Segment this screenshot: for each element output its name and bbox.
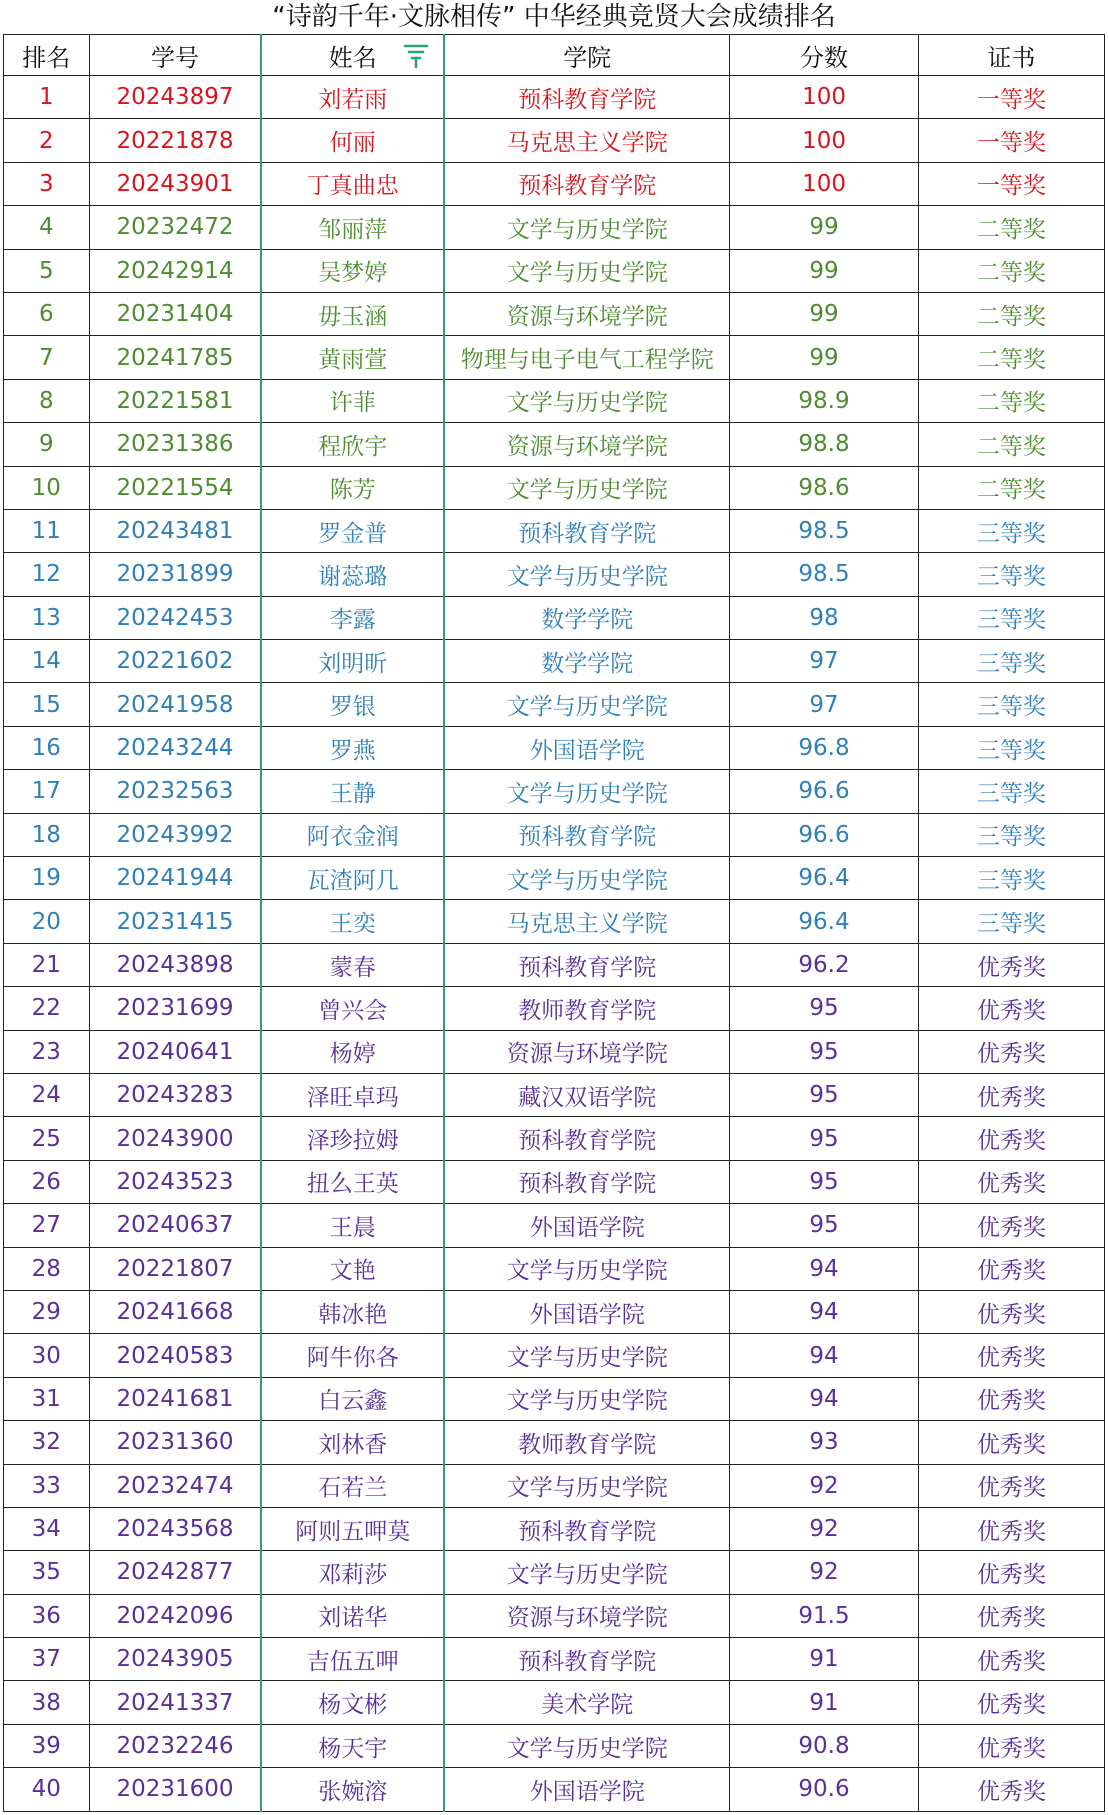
cell-award[interactable]: 优秀奖: [918, 987, 1104, 1030]
cell-student-id[interactable]: 20232246: [89, 1724, 261, 1767]
cell-award[interactable]: 三等奖: [918, 900, 1104, 943]
cell-award[interactable]: 二等奖: [918, 423, 1104, 466]
cell-award[interactable]: 优秀奖: [918, 1377, 1104, 1420]
cell-score[interactable]: 91: [730, 1638, 919, 1681]
cell-rank[interactable]: 12: [4, 553, 90, 596]
cell-rank[interactable]: 24: [4, 1073, 90, 1116]
cell-rank[interactable]: 16: [4, 726, 90, 769]
cell-name[interactable]: 阿衣金润: [261, 813, 444, 856]
cell-name[interactable]: 罗金普: [261, 509, 444, 552]
table-row: [4, 119, 1105, 162]
cell-rank[interactable]: 36: [4, 1594, 90, 1637]
cell-college[interactable]: 文学与历史学院: [444, 553, 730, 596]
cell-student-id[interactable]: 20231899: [89, 553, 261, 596]
cell-name[interactable]: 蒙春: [261, 943, 444, 986]
cell-name[interactable]: 王奕: [261, 900, 444, 943]
cell-rank[interactable]: 17: [4, 770, 90, 813]
cell-award[interactable]: 优秀奖: [918, 1160, 1104, 1203]
cell-college[interactable]: 文学与历史学院: [444, 1247, 730, 1290]
table-body: [4, 76, 1105, 1812]
cell-score[interactable]: 98.9: [730, 379, 919, 422]
table-row: [4, 1377, 1105, 1420]
cell-score[interactable]: 94: [730, 1290, 919, 1333]
cell-name[interactable]: 瓦渣阿几: [261, 857, 444, 900]
cell-rank[interactable]: 13: [4, 596, 90, 639]
cell-score[interactable]: 100: [730, 162, 919, 205]
cell-score[interactable]: 98.6: [730, 466, 919, 509]
cell-student-id[interactable]: 20243898: [89, 943, 261, 986]
cell-college[interactable]: 文学与历史学院: [444, 1724, 730, 1767]
cell-college[interactable]: 预科教育学院: [444, 1160, 730, 1203]
cell-college[interactable]: 外国语学院: [444, 1768, 730, 1811]
table-row: [4, 162, 1105, 205]
cell-name[interactable]: 刘明昕: [261, 640, 444, 683]
cell-award[interactable]: 优秀奖: [918, 1117, 1104, 1160]
cell-name[interactable]: 白云鑫: [261, 1377, 444, 1420]
table-row: [4, 943, 1105, 986]
cell-rank[interactable]: 3: [4, 162, 90, 205]
cell-college[interactable]: 外国语学院: [444, 1204, 730, 1247]
cell-student-id[interactable]: 20242096: [89, 1594, 261, 1637]
cell-score[interactable]: 95: [730, 1117, 919, 1160]
cell-score[interactable]: 96.6: [730, 813, 919, 856]
cell-name[interactable]: 邹丽萍: [261, 206, 444, 249]
cell-rank[interactable]: 4: [4, 206, 90, 249]
cell-student-id[interactable]: 20221807: [89, 1247, 261, 1290]
cell-student-id[interactable]: 20242453: [89, 596, 261, 639]
cell-score[interactable]: 94: [730, 1247, 919, 1290]
cell-award[interactable]: 优秀奖: [918, 1247, 1104, 1290]
cell-score[interactable]: 90.8: [730, 1724, 919, 1767]
cell-student-id[interactable]: 20231360: [89, 1421, 261, 1464]
cell-college[interactable]: 预科教育学院: [444, 813, 730, 856]
cell-rank[interactable]: 5: [4, 249, 90, 292]
cell-name[interactable]: 韩冰艳: [261, 1290, 444, 1333]
cell-name[interactable]: 石若兰: [261, 1464, 444, 1507]
cell-college[interactable]: 文学与历史学院: [444, 1377, 730, 1420]
cell-student-id[interactable]: 20231415: [89, 900, 261, 943]
cell-rank[interactable]: 38: [4, 1681, 90, 1724]
cell-award[interactable]: 二等奖: [918, 466, 1104, 509]
filter-icon[interactable]: [403, 43, 429, 69]
cell-college[interactable]: 文学与历史学院: [444, 206, 730, 249]
cell-name[interactable]: 邓莉莎: [261, 1551, 444, 1594]
cell-student-id[interactable]: 20221554: [89, 466, 261, 509]
cell-score[interactable]: 96.2: [730, 943, 919, 986]
header-rank[interactable]: 排名: [4, 35, 90, 76]
cell-college[interactable]: 文学与历史学院: [444, 770, 730, 813]
cell-rank[interactable]: 14: [4, 640, 90, 683]
cell-rank[interactable]: 26: [4, 1160, 90, 1203]
cell-college[interactable]: 预科教育学院: [444, 509, 730, 552]
table-row: [4, 1073, 1105, 1116]
cell-award[interactable]: 优秀奖: [918, 1768, 1104, 1811]
cell-award[interactable]: 优秀奖: [918, 1290, 1104, 1333]
cell-name[interactable]: 王静: [261, 770, 444, 813]
cell-name[interactable]: 刘若雨: [261, 76, 444, 119]
table-row: [4, 1204, 1105, 1247]
cell-award[interactable]: 三等奖: [918, 640, 1104, 683]
cell-score[interactable]: 98.5: [730, 509, 919, 552]
cell-college[interactable]: 预科教育学院: [444, 1117, 730, 1160]
table-row: [4, 336, 1105, 379]
cell-score[interactable]: 95: [730, 1073, 919, 1116]
cell-student-id[interactable]: 20243523: [89, 1160, 261, 1203]
cell-rank[interactable]: 18: [4, 813, 90, 856]
cell-student-id[interactable]: 20240641: [89, 1030, 261, 1073]
cell-college[interactable]: 预科教育学院: [444, 1507, 730, 1550]
results-table: [3, 34, 1105, 1812]
cell-college[interactable]: 藏汉双语学院: [444, 1073, 730, 1116]
cell-student-id[interactable]: 20231404: [89, 292, 261, 335]
cell-college[interactable]: 文学与历史学院: [444, 249, 730, 292]
cell-score[interactable]: 97: [730, 640, 919, 683]
cell-rank[interactable]: 35: [4, 1551, 90, 1594]
cell-college[interactable]: 文学与历史学院: [444, 1334, 730, 1377]
cell-rank[interactable]: 11: [4, 509, 90, 552]
header-row: [4, 35, 1105, 76]
cell-score[interactable]: 95: [730, 987, 919, 1030]
cell-score[interactable]: 92: [730, 1507, 919, 1550]
cell-award[interactable]: 优秀奖: [918, 1421, 1104, 1464]
cell-rank[interactable]: 33: [4, 1464, 90, 1507]
cell-award[interactable]: 优秀奖: [918, 1551, 1104, 1594]
cell-score[interactable]: 99: [730, 249, 919, 292]
cell-student-id[interactable]: 20243901: [89, 162, 261, 205]
cell-name[interactable]: 吉伍五呷: [261, 1638, 444, 1681]
cell-rank[interactable]: 31: [4, 1377, 90, 1420]
cell-name[interactable]: 罗银: [261, 683, 444, 726]
cell-award[interactable]: 一等奖: [918, 119, 1104, 162]
cell-score[interactable]: 96.8: [730, 726, 919, 769]
cell-student-id[interactable]: 20231699: [89, 987, 261, 1030]
cell-student-id[interactable]: 20241337: [89, 1681, 261, 1724]
cell-student-id[interactable]: 20243481: [89, 509, 261, 552]
cell-name[interactable]: 刘林香: [261, 1421, 444, 1464]
cell-name[interactable]: 吴梦婷: [261, 249, 444, 292]
cell-name[interactable]: 杨天宇: [261, 1724, 444, 1767]
cell-student-id[interactable]: 20221581: [89, 379, 261, 422]
table-row: [4, 726, 1105, 769]
cell-college[interactable]: 资源与环境学院: [444, 292, 730, 335]
cell-college[interactable]: 外国语学院: [444, 1290, 730, 1333]
cell-rank[interactable]: 27: [4, 1204, 90, 1247]
cell-rank[interactable]: 34: [4, 1507, 90, 1550]
cell-student-id[interactable]: 20231386: [89, 423, 261, 466]
cell-student-id[interactable]: 20242877: [89, 1551, 261, 1594]
cell-score[interactable]: 90.6: [730, 1768, 919, 1811]
table-row: [4, 596, 1105, 639]
table-row: [4, 466, 1105, 509]
cell-rank[interactable]: 23: [4, 1030, 90, 1073]
cell-student-id[interactable]: 20232472: [89, 206, 261, 249]
table-row: [4, 770, 1105, 813]
cell-name[interactable]: 阿牛你各: [261, 1334, 444, 1377]
cell-award[interactable]: 优秀奖: [918, 1507, 1104, 1550]
cell-rank[interactable]: 28: [4, 1247, 90, 1290]
cell-award[interactable]: 优秀奖: [918, 1334, 1104, 1377]
cell-student-id[interactable]: 20243897: [89, 76, 261, 119]
cell-rank[interactable]: 32: [4, 1421, 90, 1464]
cell-college[interactable]: 资源与环境学院: [444, 1030, 730, 1073]
cell-name[interactable]: 张婉溶: [261, 1768, 444, 1811]
table-row: [4, 76, 1105, 119]
cell-rank[interactable]: 9: [4, 423, 90, 466]
header-award[interactable]: 证书: [918, 35, 1104, 76]
cell-name[interactable]: 泽珍拉姆: [261, 1117, 444, 1160]
sheet-title: “诗韵千年·文脉相传” 中华经典竞贤大会成绩排名: [272, 2, 836, 32]
cell-name[interactable]: 杨婷: [261, 1030, 444, 1073]
cell-score[interactable]: 95: [730, 1160, 919, 1203]
table-row: [4, 1681, 1105, 1724]
cell-student-id[interactable]: 20240637: [89, 1204, 261, 1247]
cell-student-id[interactable]: 20232563: [89, 770, 261, 813]
cell-name[interactable]: 谢蕊璐: [261, 553, 444, 596]
cell-student-id[interactable]: 20242914: [89, 249, 261, 292]
cell-college[interactable]: 外国语学院: [444, 726, 730, 769]
table-row: [4, 1551, 1105, 1594]
table-row: [4, 640, 1105, 683]
cell-score[interactable]: 96.6: [730, 770, 919, 813]
table-row: [4, 206, 1105, 249]
table-row: [4, 423, 1105, 466]
table-row: [4, 1290, 1105, 1333]
cell-student-id[interactable]: 20243905: [89, 1638, 261, 1681]
cell-score[interactable]: 99: [730, 336, 919, 379]
cell-award[interactable]: 优秀奖: [918, 1464, 1104, 1507]
cell-student-id[interactable]: 20221602: [89, 640, 261, 683]
cell-college[interactable]: 资源与环境学院: [444, 1594, 730, 1637]
cell-college[interactable]: 教师教育学院: [444, 987, 730, 1030]
cell-name[interactable]: 程欣宇: [261, 423, 444, 466]
table-row: [4, 1117, 1105, 1160]
cell-award[interactable]: 优秀奖: [918, 1681, 1104, 1724]
cell-score[interactable]: 92: [730, 1464, 919, 1507]
cell-award[interactable]: 一等奖: [918, 162, 1104, 205]
table-row: [4, 987, 1105, 1030]
cell-college[interactable]: 预科教育学院: [444, 162, 730, 205]
cell-award[interactable]: 优秀奖: [918, 1073, 1104, 1116]
cell-name[interactable]: 何丽: [261, 119, 444, 162]
header-name[interactable]: [261, 35, 444, 76]
cell-award[interactable]: 三等奖: [918, 596, 1104, 639]
table-row: [4, 1030, 1105, 1073]
cell-college[interactable]: 预科教育学院: [444, 76, 730, 119]
header-college[interactable]: 学院: [444, 35, 730, 76]
table-row: [4, 292, 1105, 335]
table-row: [4, 1768, 1105, 1811]
cell-rank[interactable]: 21: [4, 943, 90, 986]
table-row: [4, 1507, 1105, 1550]
cell-student-id[interactable]: 20243992: [89, 813, 261, 856]
cell-rank[interactable]: 6: [4, 292, 90, 335]
cell-score[interactable]: 92: [730, 1551, 919, 1594]
cell-college[interactable]: 文学与历史学院: [444, 857, 730, 900]
cell-rank[interactable]: 10: [4, 466, 90, 509]
header-student-id[interactable]: 学号: [89, 35, 261, 76]
cell-student-id[interactable]: 20243283: [89, 1073, 261, 1116]
header-score[interactable]: 分数: [730, 35, 919, 76]
cell-college[interactable]: 资源与环境学院: [444, 423, 730, 466]
cell-award[interactable]: 优秀奖: [918, 1204, 1104, 1247]
cell-award[interactable]: 二等奖: [918, 292, 1104, 335]
cell-score[interactable]: 95: [730, 1030, 919, 1073]
table-row: [4, 1724, 1105, 1767]
cell-name[interactable]: 黄雨萱: [261, 336, 444, 379]
cell-score[interactable]: 99: [730, 206, 919, 249]
cell-award[interactable]: 优秀奖: [918, 1594, 1104, 1637]
cell-college[interactable]: 文学与历史学院: [444, 1551, 730, 1594]
cell-college[interactable]: 预科教育学院: [444, 943, 730, 986]
table-row: [4, 249, 1105, 292]
cell-student-id[interactable]: 20241681: [89, 1377, 261, 1420]
cell-award[interactable]: 二等奖: [918, 336, 1104, 379]
cell-rank[interactable]: 29: [4, 1290, 90, 1333]
cell-award[interactable]: 优秀奖: [918, 1724, 1104, 1767]
cell-rank[interactable]: 19: [4, 857, 90, 900]
cell-name[interactable]: 泽旺卓玛: [261, 1073, 444, 1116]
table-row: [4, 813, 1105, 856]
cell-college[interactable]: 文学与历史学院: [444, 683, 730, 726]
cell-student-id[interactable]: 20221878: [89, 119, 261, 162]
cell-student-id[interactable]: 20241958: [89, 683, 261, 726]
cell-award[interactable]: 三等奖: [918, 726, 1104, 769]
cell-score[interactable]: 91: [730, 1681, 919, 1724]
table-row: [4, 1334, 1105, 1377]
cell-score[interactable]: 99: [730, 292, 919, 335]
cell-award[interactable]: 三等奖: [918, 857, 1104, 900]
cell-college[interactable]: 数学学院: [444, 596, 730, 639]
cell-score[interactable]: 100: [730, 119, 919, 162]
cell-student-id[interactable]: 20241944: [89, 857, 261, 900]
table-row: [4, 1464, 1105, 1507]
cell-rank[interactable]: 8: [4, 379, 90, 422]
table-row: [4, 509, 1105, 552]
cell-award[interactable]: 三等奖: [918, 813, 1104, 856]
cell-student-id[interactable]: 20231600: [89, 1768, 261, 1811]
table-row: [4, 1594, 1105, 1637]
cell-score[interactable]: 93: [730, 1421, 919, 1464]
cell-award[interactable]: 二等奖: [918, 249, 1104, 292]
cell-name[interactable]: 曾兴会: [261, 987, 444, 1030]
cell-score[interactable]: 96.4: [730, 900, 919, 943]
cell-name[interactable]: 陈芳: [261, 466, 444, 509]
cell-college[interactable]: 文学与历史学院: [444, 379, 730, 422]
cell-score[interactable]: 97: [730, 683, 919, 726]
cell-name[interactable]: 文艳: [261, 1247, 444, 1290]
cell-college[interactable]: 美术学院: [444, 1681, 730, 1724]
cell-college[interactable]: 马克思主义学院: [444, 900, 730, 943]
cell-award[interactable]: 三等奖: [918, 509, 1104, 552]
cell-award[interactable]: 三等奖: [918, 683, 1104, 726]
header-name-label: 姓名: [328, 43, 377, 72]
cell-name[interactable]: 阿则五呷莫: [261, 1507, 444, 1550]
cell-student-id[interactable]: 20241785: [89, 336, 261, 379]
cell-rank[interactable]: 20: [4, 900, 90, 943]
cell-name[interactable]: 杨文彬: [261, 1681, 444, 1724]
cell-rank[interactable]: 2: [4, 119, 90, 162]
cell-name[interactable]: 李露: [261, 596, 444, 639]
cell-score[interactable]: 95: [730, 1204, 919, 1247]
cell-award[interactable]: 二等奖: [918, 206, 1104, 249]
cell-name[interactable]: 王晨: [261, 1204, 444, 1247]
cell-award[interactable]: 三等奖: [918, 553, 1104, 596]
table-row: [4, 1421, 1105, 1464]
table-row: [4, 1638, 1105, 1681]
cell-rank[interactable]: 25: [4, 1117, 90, 1160]
table-row: [4, 1160, 1105, 1203]
cell-score[interactable]: 94: [730, 1334, 919, 1377]
cell-score[interactable]: 100: [730, 76, 919, 119]
cell-award[interactable]: 一等奖: [918, 76, 1104, 119]
cell-student-id[interactable]: 20243568: [89, 1507, 261, 1550]
cell-award[interactable]: 优秀奖: [918, 943, 1104, 986]
table-row: [4, 900, 1105, 943]
cell-student-id[interactable]: 20232474: [89, 1464, 261, 1507]
table-row: [4, 857, 1105, 900]
cell-student-id[interactable]: 20240583: [89, 1334, 261, 1377]
cell-student-id[interactable]: 20241668: [89, 1290, 261, 1333]
cell-rank[interactable]: 22: [4, 987, 90, 1030]
cell-student-id[interactable]: 20243244: [89, 726, 261, 769]
cell-name[interactable]: 丁真曲忠: [261, 162, 444, 205]
cell-rank[interactable]: 40: [4, 1768, 90, 1811]
cell-college[interactable]: 文学与历史学院: [444, 466, 730, 509]
cell-name[interactable]: 毋玉涵: [261, 292, 444, 335]
cell-student-id[interactable]: 20243900: [89, 1117, 261, 1160]
cell-score[interactable]: 91.5: [730, 1594, 919, 1637]
cell-score[interactable]: 98.5: [730, 553, 919, 596]
cell-award[interactable]: 二等奖: [918, 379, 1104, 422]
cell-rank[interactable]: 15: [4, 683, 90, 726]
cell-award[interactable]: 三等奖: [918, 770, 1104, 813]
table-row: [4, 379, 1105, 422]
cell-name[interactable]: 许菲: [261, 379, 444, 422]
cell-rank[interactable]: 30: [4, 1334, 90, 1377]
cell-name[interactable]: 刘诺华: [261, 1594, 444, 1637]
cell-award[interactable]: 优秀奖: [918, 1030, 1104, 1073]
cell-score[interactable]: 98: [730, 596, 919, 639]
table-row: [4, 553, 1105, 596]
cell-award[interactable]: 优秀奖: [918, 1638, 1104, 1681]
cell-college[interactable]: 文学与历史学院: [444, 1464, 730, 1507]
cell-college[interactable]: 物理与电子电气工程学院: [444, 336, 730, 379]
cell-college[interactable]: 马克思主义学院: [444, 119, 730, 162]
cell-name[interactable]: 罗燕: [261, 726, 444, 769]
table-row: [4, 683, 1105, 726]
cell-name[interactable]: 扭么王英: [261, 1160, 444, 1203]
table-row: [4, 1247, 1105, 1290]
cell-rank[interactable]: 37: [4, 1638, 90, 1681]
cell-rank[interactable]: 7: [4, 336, 90, 379]
cell-rank[interactable]: 39: [4, 1724, 90, 1767]
cell-score[interactable]: 98.8: [730, 423, 919, 466]
cell-college[interactable]: 数学学院: [444, 640, 730, 683]
cell-college[interactable]: 教师教育学院: [444, 1421, 730, 1464]
cell-score[interactable]: 96.4: [730, 857, 919, 900]
cell-rank[interactable]: 1: [4, 76, 90, 119]
cell-score[interactable]: 94: [730, 1377, 919, 1420]
cell-college[interactable]: 预科教育学院: [444, 1638, 730, 1681]
